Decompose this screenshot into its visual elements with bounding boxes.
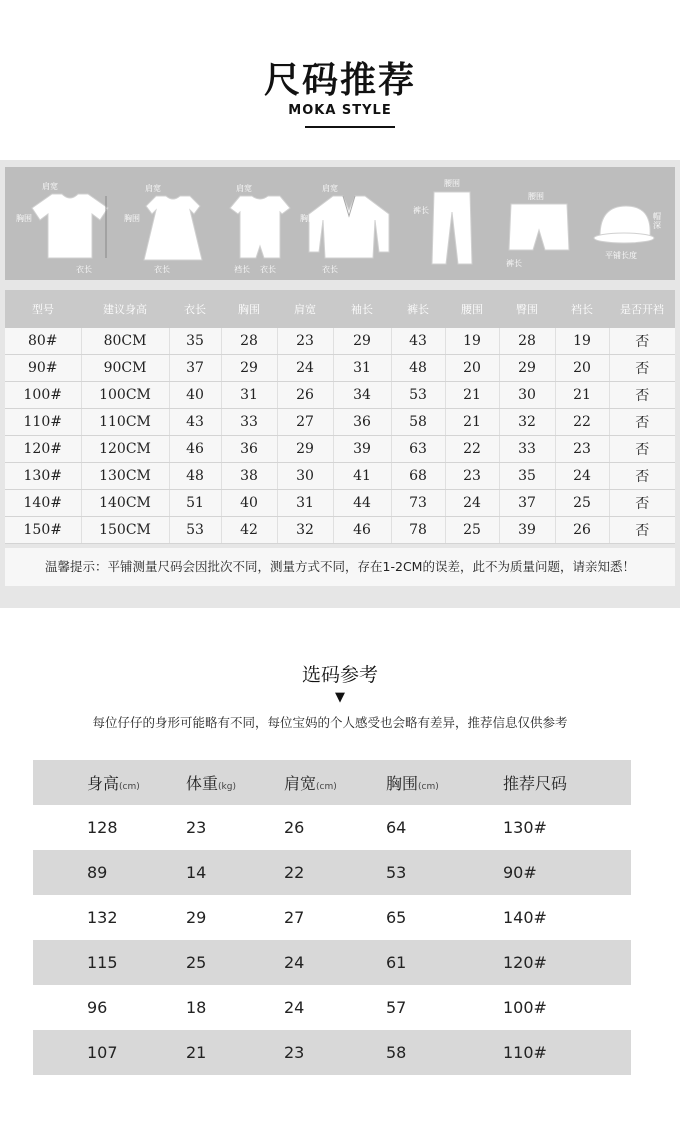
shirt-chest-label: 胸围 — [300, 214, 316, 223]
hat-diagram — [592, 200, 656, 246]
table-cell: 23 — [445, 463, 499, 490]
header-cell: 是否开裆 — [609, 290, 675, 328]
table-cell: 115 — [87, 953, 118, 972]
table-cell: 65 — [386, 908, 407, 927]
table-cell: 33 — [221, 409, 277, 436]
table-cell: 64 — [386, 818, 407, 837]
table-cell: 100CM — [81, 382, 169, 409]
table-cell: 150# — [5, 517, 81, 544]
table-cell: 40 — [169, 382, 221, 409]
dress-shoulder-label: 肩宽 — [145, 184, 161, 193]
shirt-shoulder-label: 肩宽 — [322, 184, 338, 193]
table-cell: 130# — [5, 463, 81, 490]
header-unit: (kg) — [218, 782, 236, 792]
table-cell: 37 — [169, 355, 221, 382]
table-cell: 33 — [499, 436, 555, 463]
header-unit: (cm) — [119, 782, 140, 792]
table-cell: 23 — [186, 818, 207, 837]
table-cell: 140# — [5, 490, 81, 517]
table-cell: 51 — [169, 490, 221, 517]
table-cell: 41 — [333, 463, 391, 490]
table-cell: 29 — [277, 436, 333, 463]
table-cell: 80# — [5, 328, 81, 355]
table-cell: 48 — [169, 463, 221, 490]
header-cell — [284, 771, 337, 794]
table-cell: 27 — [284, 908, 305, 927]
down-arrow-icon: ▼ — [335, 690, 345, 705]
shirt-diagram — [305, 192, 393, 262]
table-cell: 90CM — [81, 355, 169, 382]
reference-title: 选码参考 — [301, 664, 378, 686]
header-cell — [503, 771, 567, 794]
table-cell: 26 — [277, 382, 333, 409]
shirt-sleeve-label: 衣长 — [322, 265, 338, 274]
header-cell — [87, 771, 140, 794]
table-cell: 21 — [445, 409, 499, 436]
tshirt-diagram — [30, 190, 110, 262]
table-cell: 否 — [609, 517, 675, 544]
header-label: 肩宽 — [284, 774, 317, 793]
table-cell: 35 — [169, 328, 221, 355]
table-cell: 36 — [221, 436, 277, 463]
table-row — [5, 382, 675, 409]
page-title: 尺码推荐 — [263, 60, 416, 101]
table-cell: 34 — [333, 382, 391, 409]
header-cell — [186, 771, 236, 794]
header-cell: 袖长 — [333, 290, 391, 328]
table-cell: 25 — [445, 517, 499, 544]
table-cell: 130CM — [81, 463, 169, 490]
measurement-note: 温馨提示：平铺测量尺码会因批次不同，测量方式不同，存在1-2CM的误差，此不为质量问题，请亲知悉！ — [5, 548, 675, 586]
table-cell: 100# — [503, 998, 547, 1017]
table-row — [5, 490, 675, 517]
table-cell: 29 — [186, 908, 207, 927]
table-cell: 31 — [277, 490, 333, 517]
table-cell: 42 — [221, 517, 277, 544]
table-cell: 132 — [87, 908, 118, 927]
table-cell: 否 — [609, 409, 675, 436]
title-underline — [305, 126, 395, 128]
table-cell: 36 — [333, 409, 391, 436]
table-cell: 31 — [333, 355, 391, 382]
romper-diagram — [228, 192, 292, 262]
table-cell: 39 — [499, 517, 555, 544]
header-cell: 肩宽 — [277, 290, 333, 328]
table-cell: 29 — [333, 328, 391, 355]
table-cell: 46 — [333, 517, 391, 544]
table-cell: 53 — [386, 863, 407, 882]
table-cell: 128 — [87, 818, 118, 837]
table-cell: 57 — [386, 998, 407, 1017]
table-cell: 20 — [555, 355, 609, 382]
pants-waist-label: 腰围 — [444, 179, 460, 188]
table-row — [33, 850, 631, 895]
table-cell: 46 — [169, 436, 221, 463]
shorts-waist-label: 腰围 — [528, 192, 544, 201]
table-row — [33, 985, 631, 1030]
tshirt-shoulder-label: 肩宽 — [42, 182, 58, 191]
table-row — [5, 517, 675, 544]
header-label: 身高 — [87, 774, 120, 793]
table-cell: 43 — [391, 328, 445, 355]
reference-description: 每位仔仔的身形可能略有不同，每位宝妈的个人感受也会略有差异，推荐信息仅供参考 — [92, 715, 568, 730]
table-cell: 否 — [609, 463, 675, 490]
header-label: 推荐尺码 — [503, 774, 568, 793]
table-cell: 32 — [499, 409, 555, 436]
table-cell: 89 — [87, 863, 108, 882]
table-cell: 44 — [333, 490, 391, 517]
table-cell: 24 — [445, 490, 499, 517]
size-table-header-row — [5, 290, 675, 328]
header-label: 体重 — [186, 774, 219, 793]
table-cell: 26 — [284, 818, 305, 837]
table-cell: 96 — [87, 998, 108, 1017]
tshirt-chest-label: 胸围 — [16, 214, 32, 223]
table-cell: 22 — [284, 863, 305, 882]
table-row — [5, 355, 675, 382]
table-cell: 68 — [391, 463, 445, 490]
header-cell: 裤长 — [391, 290, 445, 328]
header-unit: (cm) — [418, 782, 439, 792]
table-cell: 63 — [391, 436, 445, 463]
table-cell: 140CM — [81, 490, 169, 517]
table-cell: 73 — [391, 490, 445, 517]
table-cell: 48 — [391, 355, 445, 382]
table-cell: 30 — [499, 382, 555, 409]
dress-length-label: 衣长 — [154, 265, 170, 274]
table-cell: 110CM — [81, 409, 169, 436]
table-row — [5, 409, 675, 436]
table-cell: 53 — [169, 517, 221, 544]
table-row — [33, 940, 631, 985]
header-unit: (cm) — [316, 782, 337, 792]
table-cell: 40 — [221, 490, 277, 517]
table-cell: 32 — [277, 517, 333, 544]
table-row — [33, 895, 631, 940]
table-cell: 100# — [5, 382, 81, 409]
shorts-diagram — [507, 200, 571, 256]
table-cell: 21 — [445, 382, 499, 409]
size-table — [5, 290, 675, 544]
tshirt-length-label: 衣长 — [76, 265, 92, 274]
shorts-length-label: 裤长 — [506, 259, 522, 268]
table-cell: 31 — [221, 382, 277, 409]
table-cell: 22 — [555, 409, 609, 436]
table-cell: 120# — [5, 436, 81, 463]
table-cell: 18 — [186, 998, 207, 1017]
romper-shoulder-label: 肩宽 — [236, 184, 252, 193]
header-cell: 臀围 — [499, 290, 555, 328]
header-cell: 衣长 — [169, 290, 221, 328]
brand-subtitle: MOKA STYLE — [288, 103, 392, 118]
table-cell: 21 — [555, 382, 609, 409]
header-cell: 裆长 — [555, 290, 609, 328]
table-cell: 否 — [609, 355, 675, 382]
table-cell: 150CM — [81, 517, 169, 544]
table-cell: 25 — [555, 490, 609, 517]
table-cell: 120CM — [81, 436, 169, 463]
table-cell: 37 — [499, 490, 555, 517]
table-cell: 28 — [499, 328, 555, 355]
table-cell: 24 — [277, 355, 333, 382]
pants-length-label: 裤长 — [413, 206, 429, 215]
dress-diagram — [140, 192, 206, 262]
header-label: 胸围 — [386, 774, 419, 793]
table-cell: 22 — [445, 436, 499, 463]
table-cell: 110# — [503, 1043, 547, 1062]
table-cell: 14 — [186, 863, 207, 882]
table-row — [5, 436, 675, 463]
table-cell: 23 — [555, 436, 609, 463]
table-cell: 否 — [609, 382, 675, 409]
table-cell: 23 — [284, 1043, 305, 1062]
table-cell: 20 — [445, 355, 499, 382]
table-row — [33, 805, 631, 850]
table-cell: 24 — [284, 953, 305, 972]
table-cell: 否 — [609, 490, 675, 517]
table-cell: 38 — [221, 463, 277, 490]
table-cell: 29 — [221, 355, 277, 382]
table-cell: 24 — [284, 998, 305, 1017]
table-cell: 否 — [609, 328, 675, 355]
header-cell: 建议身高 — [81, 290, 169, 328]
table-cell: 120# — [503, 953, 547, 972]
table-cell: 107 — [87, 1043, 118, 1062]
table-cell: 26 — [555, 517, 609, 544]
table-cell: 21 — [186, 1043, 207, 1062]
table-cell: 否 — [609, 436, 675, 463]
table-cell: 19 — [445, 328, 499, 355]
romper-length-label: 衣长 — [260, 265, 276, 274]
header-cell: 腰围 — [445, 290, 499, 328]
table-cell: 28 — [221, 328, 277, 355]
table-cell: 140# — [503, 908, 547, 927]
table-cell: 30 — [277, 463, 333, 490]
dress-chest-label: 胸围 — [124, 214, 140, 223]
hat-depth-label: 帽深 — [653, 212, 661, 230]
table-cell: 27 — [277, 409, 333, 436]
table-row — [33, 1030, 631, 1075]
table-cell: 19 — [555, 328, 609, 355]
table-cell: 80CM — [81, 328, 169, 355]
table-cell: 23 — [277, 328, 333, 355]
table-row — [5, 328, 675, 355]
table-cell: 90# — [5, 355, 81, 382]
table-cell: 24 — [555, 463, 609, 490]
pants-diagram — [430, 188, 474, 266]
table-cell: 39 — [333, 436, 391, 463]
table-cell: 25 — [186, 953, 207, 972]
table-cell: 58 — [391, 409, 445, 436]
reference-header-row — [33, 760, 631, 805]
reference-table — [33, 760, 631, 1075]
table-cell: 61 — [386, 953, 407, 972]
table-row — [5, 463, 675, 490]
hat-flat-length-label: 平铺长度 — [605, 251, 637, 260]
table-cell: 90# — [503, 863, 537, 882]
table-cell: 35 — [499, 463, 555, 490]
table-cell: 58 — [386, 1043, 407, 1062]
header-cell: 型号 — [5, 290, 81, 328]
table-cell: 78 — [391, 517, 445, 544]
table-cell: 43 — [169, 409, 221, 436]
header-cell — [386, 771, 439, 794]
table-cell: 29 — [499, 355, 555, 382]
romper-crotch-label: 裆长 — [234, 265, 250, 274]
table-cell: 110# — [5, 409, 81, 436]
table-cell: 130# — [503, 818, 547, 837]
table-cell: 53 — [391, 382, 445, 409]
header-cell: 胸围 — [221, 290, 277, 328]
